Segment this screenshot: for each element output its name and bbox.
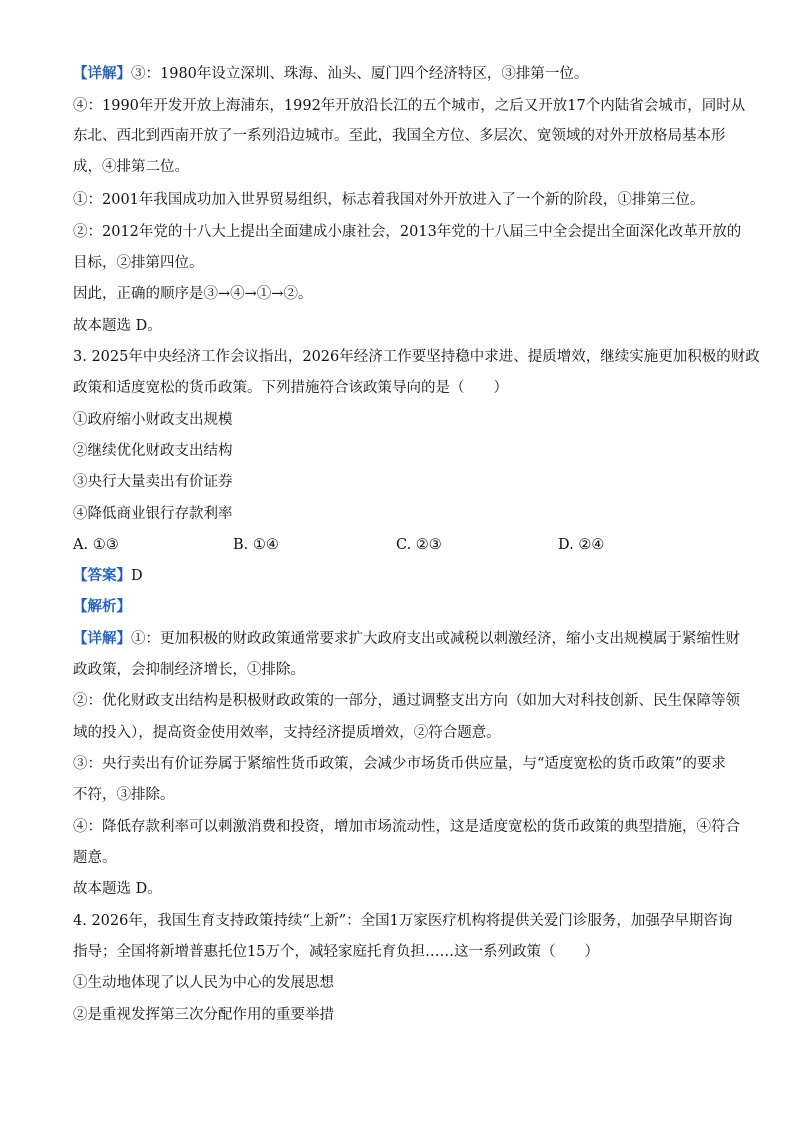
text-line <box>73 284 312 304</box>
answer-choice: D. ②④ <box>558 537 605 553</box>
line-text: ④：1990年开发开放上海浦东，1992年开放沿长江的五个城市，之后又开放17个内陆省会城市，同时从 <box>73 98 746 114</box>
line-text: ③央行大量卖出有价证券 <box>73 474 233 490</box>
line-text: 因此，正确的顺序是③→④→①→②。 <box>73 286 313 302</box>
text-line <box>73 785 175 805</box>
line-text: 3. 2025年中央经济工作会议指出，2026年经济工作要坚持稳中求进、提质增效，继续实施更加积极的财政 <box>73 349 760 365</box>
line-text: 政政策，会抑制经济增长，①排除。 <box>73 662 305 678</box>
text-line <box>73 691 740 711</box>
section-tag: 【答案】 <box>73 568 131 584</box>
line-text: 4. 2026年，我国生育支持政策持续“上新”：全国1万家医疗机构将提供关爱门诊服务，加强孕早期咨询 <box>73 913 733 929</box>
text-line <box>73 629 740 649</box>
line-text: 故本题选 D。 <box>73 318 162 334</box>
text-line <box>73 973 334 993</box>
answer-choice: A. ①③ <box>73 537 119 553</box>
text-line <box>73 723 501 743</box>
line-text: ②是重视发挥第三次分配作用的重要举措 <box>73 1007 334 1023</box>
text-line <box>73 222 741 242</box>
line-text: 东北、西北到西南开放了一系列沿边城市。至此，我国全方位、多层次、宽领域的对外开放格局基本形 <box>73 128 726 144</box>
line-text: ②：2012年党的十八大上提出全面建成小康社会，2013年党的十八届三中全会提出全面深化改革开放的 <box>73 224 742 240</box>
text-line <box>73 96 745 116</box>
text-line <box>73 472 233 492</box>
text-line <box>73 126 726 146</box>
text-line <box>73 410 233 430</box>
text-line <box>73 660 305 680</box>
line-text: 成，④排第二位。 <box>73 159 189 175</box>
text-line <box>73 597 131 617</box>
line-text: ③：央行卖出有价证券属于紧缩性货币政策，会减少市场货币供应量，与“适度宽松的货币政策”的要求 <box>73 756 726 772</box>
text-line <box>73 64 588 84</box>
text-line <box>73 942 599 962</box>
answer-choice: C. ②③ <box>396 537 442 553</box>
line-text: 政策和适度宽松的货币政策。下列措施符合该政策导向的是（ ） <box>73 380 508 396</box>
text-line <box>73 879 162 899</box>
text-line <box>73 754 726 774</box>
line-text: 题意。 <box>73 850 117 866</box>
section-tag: 【详解】 <box>73 66 131 82</box>
section-tag: 【解析】 <box>73 599 131 615</box>
text-line <box>73 157 189 177</box>
line-text: ④：降低存款利率可以刺激消费和投资，增加市场流动性，这是适度宽松的货币政策的典型措施，④符合 <box>73 819 740 835</box>
text-line <box>73 316 162 336</box>
text-line <box>73 378 508 398</box>
line-text: ①政府缩小财政支出规模 <box>73 412 233 428</box>
answer-choice: B. ①④ <box>233 537 279 553</box>
text-line <box>73 441 233 461</box>
line-text: D <box>131 568 143 584</box>
line-text: ①：更加积极的财政政策通常要求扩大政府支出或减税以刺激经济，缩小支出规模属于紧缩性财 <box>131 631 740 647</box>
text-line <box>73 1005 334 1025</box>
line-text: ①：2001年我国成功加入世界贸易组织，标志着我国对外开放进入了一个新的阶段，①排第三位。 <box>73 192 705 208</box>
line-text: 故本题选 D。 <box>73 881 162 897</box>
line-text: 域的投入），提高资金使用效率，支持经济提质增效，②符合题意。 <box>73 725 501 741</box>
line-text: ②继续优化财政支出结构 <box>73 443 233 459</box>
text-line <box>73 347 760 367</box>
line-text: ③：1980年设立深圳、珠海、汕头、厦门四个经济特区，③排第一位。 <box>131 66 589 82</box>
text-line <box>73 253 204 273</box>
text-line <box>73 190 704 210</box>
line-text: ②：优化财政支出结构是积极财政政策的一部分，通过调整支出方向（如加大对科技创新、民生保障等领 <box>73 693 740 709</box>
text-line <box>73 848 117 868</box>
line-text: ①生动地体现了以人民为中心的发展思想 <box>73 975 334 991</box>
line-text: 不符，③排除。 <box>73 787 175 803</box>
line-text: 目标，②排第四位。 <box>73 255 204 271</box>
text-line <box>73 566 143 586</box>
text-line <box>73 817 740 837</box>
text-line <box>73 911 732 931</box>
line-text: ④降低商业银行存款利率 <box>73 506 233 522</box>
section-tag: 【详解】 <box>73 631 131 647</box>
line-text: 指导；全国将新增普惠托位15万个，减轻家庭托育负担……这一系列政策（ ） <box>73 944 599 960</box>
text-line <box>73 504 233 524</box>
